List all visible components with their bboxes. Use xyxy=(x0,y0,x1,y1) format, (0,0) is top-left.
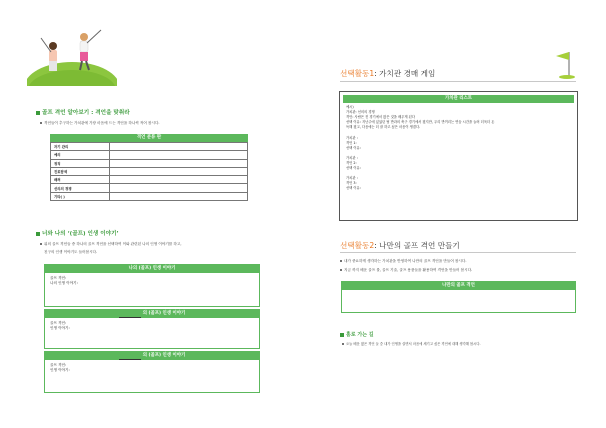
home-title: 홈로 가는 길 xyxy=(340,331,374,338)
name-blank[interactable] xyxy=(119,313,141,318)
example-proverb: 격언: 사람은 진 경기에서 많은 것을 배우게 된다 xyxy=(346,115,415,119)
example-reason-cont: 독해 졌고, 다음에는 더 잘 하고 싶은 마음이 생겼다. xyxy=(346,125,421,129)
activity2-bullet-1: 내가 중요하게 생각하는 가치관을 반영하여 나만의 골프 격언을 만들어 봅시다. xyxy=(340,259,467,264)
table-row: 정직 xyxy=(51,159,248,167)
table-row: 진로탐색 xyxy=(51,167,248,175)
golfers-illustration xyxy=(27,26,117,86)
home-desc: 오늘 배운 많은 격언 들 중 내가 인생을 살면서 마음에 새기고 싶은 격언에 대해 생각해 봅시다. xyxy=(342,341,481,346)
section-title-life-story: 너와 나의 ‘(골프) 인생 이야기’ xyxy=(36,229,119,237)
table-row: 예의 xyxy=(51,151,248,159)
proverb-label: 골프 격언: xyxy=(50,363,67,367)
friend-life-story-box-2[interactable] xyxy=(44,351,260,393)
table-row: 기타( ) xyxy=(51,192,248,200)
story-label: 인생 이야기: xyxy=(50,326,70,331)
example-reason: 선택 이유: 지난주에 있었던 팀 반과의 축구 경기에서 졌지만, 우리 반끼리는 연습 시간을 늘려 더욱더 돈 xyxy=(346,120,495,124)
example-label: 예시) xyxy=(346,105,354,109)
value-entry[interactable]: 가치관 : 격언 1: 선택 이유: xyxy=(346,136,361,150)
story-label: 나의 인생 이야기: xyxy=(50,281,78,286)
section-title-proverbs: 골프 격언 알아보기 : 격언을 맞춰라 xyxy=(36,108,130,116)
table-header: 격언 분류 판 xyxy=(50,134,248,142)
table-row: 자기 관리 xyxy=(51,143,248,151)
section-desc-2: 친구의 인생 이야기도 들어봅시다. xyxy=(44,250,98,254)
my-life-story-box[interactable] xyxy=(44,264,260,307)
table-row: 선의의 경쟁 xyxy=(51,184,248,192)
my-proverb-box[interactable] xyxy=(341,281,576,313)
value-list-header: 가치관 리스트 xyxy=(343,95,574,103)
activity2-title: 선택활동2: 나만의 골프 격언 만들기 xyxy=(340,241,460,250)
golf-flag-icon xyxy=(551,48,577,80)
box-header: 나의 (골프) 인생 이야기 xyxy=(45,265,259,273)
table-row: 배려 xyxy=(51,176,248,184)
golfer-left-icon xyxy=(41,38,57,71)
proverb-label: 골프 격언: xyxy=(50,276,67,280)
value-list-box xyxy=(339,91,578,221)
value-entry[interactable]: 가치관 : 격언 3: 선택 이유: xyxy=(346,176,361,190)
story-label: 인생 이야기: xyxy=(50,368,70,373)
example-value: 가치관: 선의의 경쟁 xyxy=(346,110,375,114)
section-desc: 격언들이 추구하는 가치관에 가장 마음에 드는 격언을 하나씩 적어 봅시다. xyxy=(40,121,160,126)
my-proverb-header: 나만의 골프 격언 xyxy=(342,282,575,290)
divider xyxy=(340,81,576,82)
value-entry[interactable]: 가치관 : 격언 2: 선택 이유: xyxy=(346,156,361,170)
activity2-bullet-2: 지금 까지 배운 골프 룰, 골프 기술, 골프 용품들을 활용하여 격언을 만들어 봅시다. xyxy=(340,268,472,273)
name-blank[interactable] xyxy=(119,355,141,360)
classification-table xyxy=(50,142,248,201)
section-desc-1: 위의 골프 격언들 중 하나의 골프 격언을 선택하여 이와 관련된 나의 인생 이야기를 하고, xyxy=(40,242,182,247)
divider xyxy=(340,252,576,253)
activity1-title: 선택활동1: 가치관 경매 게임 xyxy=(340,69,436,78)
friend-life-story-box-1[interactable] xyxy=(44,309,260,349)
proverb-label: 골프 격언: xyxy=(50,321,67,325)
box-header: 의 (골프) 인생 이야기 xyxy=(45,352,259,360)
box-header: 의 (골프) 인생 이야기 xyxy=(45,310,259,318)
